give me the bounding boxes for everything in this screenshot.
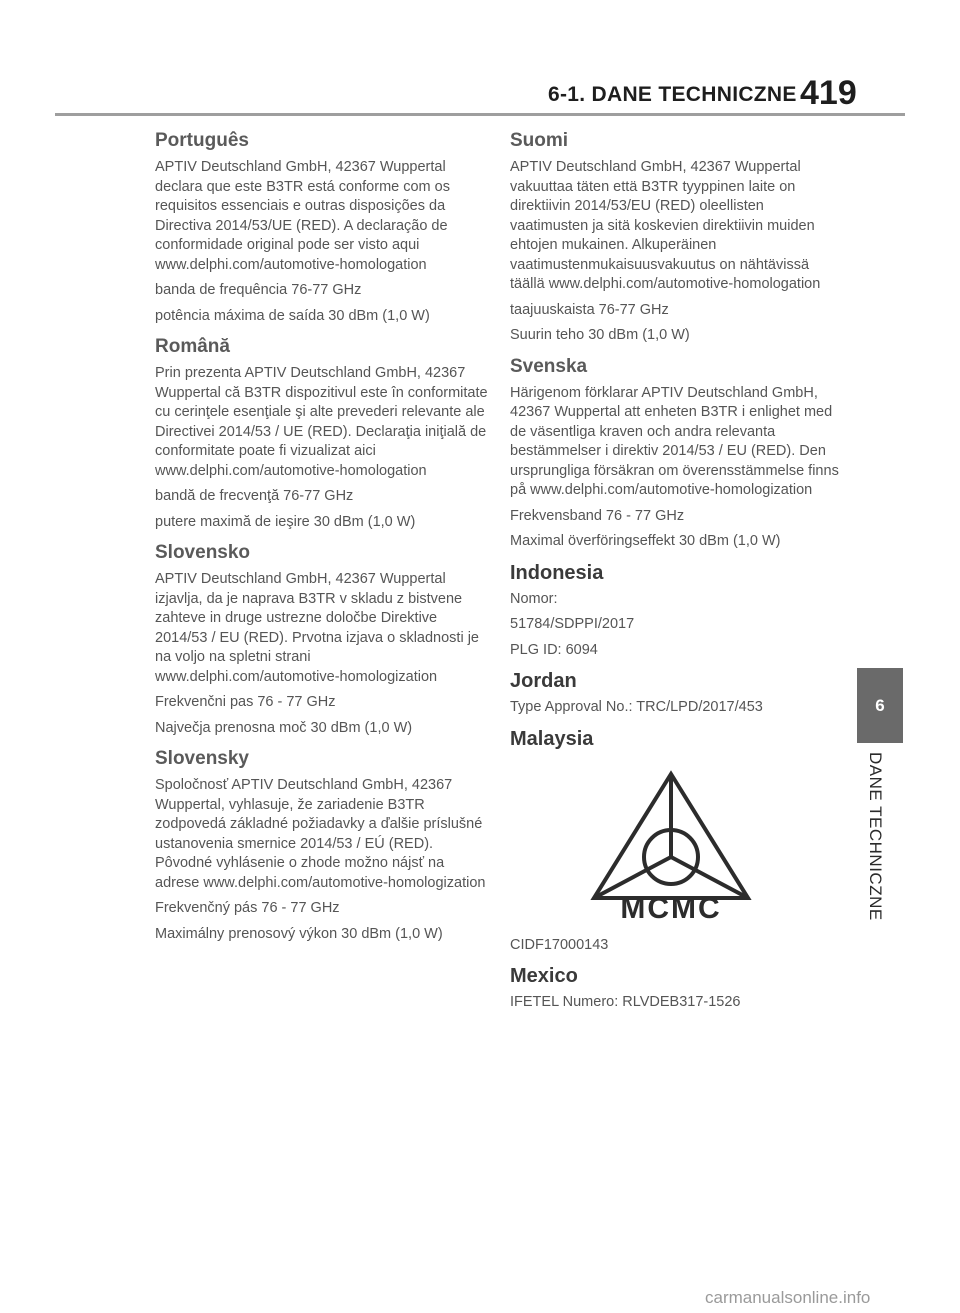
nomor-label: Nomor: [510,590,558,607]
mcmc-logo [586,770,756,920]
max-power-text: Suurin teho 30 dBm (1,0 W) [510,327,690,343]
cidf-number: CIDF17000143 [510,936,609,953]
declaration-text: APTIV Deutschland GmbH, 42367 Wuppertal declara que este B3TR está conforme com os requisitos essenciais e outras disposições da Directiva 2014/53/UE (RED). A declaração de conformidade original pode ser visto aqui www.delphi.com/automotive-homologation [155,159,450,273]
type-approval-number: Type Approval No.: TRC/LPD/2017/453 [510,699,763,715]
section-suomi [510,126,845,346]
header-divider [55,113,905,116]
max-power-text: Maximálny prenosový výkon 30 dBm (1,0 W) [155,925,443,942]
max-power-text: Največja prenosna moč 30 dBm (1,0 W) [155,719,413,736]
frequency-band-text: Frekvenčný pás 76 - 77 GHz [155,900,340,916]
watermark: carmanualsonline.info [705,1288,871,1307]
frequency-band-text: taajuuskaista 76-77 GHz [510,301,669,318]
ifetel-number: IFETEL Numero: RLVDEB317-1526 [510,994,741,1010]
chapter-title: 6-1. DANE TECHNICZNE [548,83,797,106]
declaration-text: APTIV Deutschland GmbH, 42367 Wuppertal vakuuttaa täten että B3TR tyyppinen laite on direktiivin 2014/53/EU (RED) oleellisten vaatimusten ja sitä koskevien direktiivin muiden ehtojen mukainen. Alkuperäinen vaatimustenmukaisuusvakuutus on nähtävissä täällä www.delphi.com/automotive-homologation [510,159,821,292]
frequency-band-text: Frekvenčni pas 76 - 77 GHz [155,694,336,710]
declaration-text: Härigenom förklarar APTIV Deutschland GmbH, 42367 Wuppertal att enheten B3TR i enlighet med de väsentliga kraven och andra relevanta bestämmelser i direktiv 2014/53 / EU (RED). Den ursprungliga försäkran om överensstämmelse finns på www.delphi.com/automotive-homologization [510,384,839,498]
frequency-band-text: bandă de frecvenţă 76-77 GHz [155,488,354,504]
section-jordan [510,666,845,718]
section-heading: Slovensko [155,542,251,563]
section-heading: Svenska [510,355,588,377]
section-svenska [510,352,845,552]
section-indonesia [510,558,845,661]
section-heading: Malaysia [510,727,594,750]
section-romana [155,332,490,532]
section-heading: Português [155,130,249,151]
frequency-band-text: banda de frequência 76-77 GHz [155,282,362,298]
max-power-text: Maximal överföringseffekt 30 dBm (1,0 W) [510,533,781,549]
mcmc-logo-icon [586,770,756,920]
mcmc-logo-text: MCMC [620,891,722,920]
section-heading: Română [155,336,230,357]
max-power-text: putere maximă de ieşire 30 dBm (1,0 W) [155,513,416,530]
section-mexico [510,961,845,1013]
frequency-band-text: Frekvensband 76 - 77 GHz [510,507,685,524]
section-heading: Suomi [510,130,569,151]
section-slovensko [155,538,490,738]
chapter-side-label: DANE TECHNICZNE [866,752,885,921]
section-portugues [155,126,490,326]
max-power-text: potência máxima de saída 30 dBm (1,0 W) [155,307,430,324]
page-number: 419 [800,74,857,112]
declaration-text: Spoločnosť APTIV Deutschland GmbH, 42367 Wuppertal, vyhlasuje, že zariadenie B3TR zodpovedá základné požiadavky a ďalšie príslušné ustanovenia smernice 2014/53 / EÚ (RED). Pôvodné vyhlásenie o zhode možno nájsť na adrese www.delphi.com/automotive-homologization [155,777,486,891]
right-column [510,120,845,1019]
declaration-text: Prin prezenta APTIV Deutschland GmbH, 42367 Wuppertal că B3TR dispozitivul este în conformitate cu cerinţele esenţiale şi alte prevederi relevante ale Directivei 2014/53 / UE (RED). Declaraţia iniţială de conformitate poate fi vizualizat aici www.delphi.com/automotive-homologation [155,365,488,479]
section-malaysia [510,724,845,956]
section-heading: Slovensky [155,748,249,769]
plg-id: PLG ID: 6094 [510,641,598,658]
section-slovensky [155,744,490,944]
left-column [155,120,490,950]
certificate-number: 51784/SDPPI/2017 [510,616,635,632]
chapter-tab: 6 [857,668,903,743]
declaration-text: APTIV Deutschland GmbH, 42367 Wuppertal izjavlja, da je naprava B3TR v skladu z bistvene zahteve in druge ustrezne določbe Direktive 2014/53 / EU (RED). Prvotna izjava o skladnosti je na voljo na spletni strani www.delphi.com/automotive-homologization [155,571,479,685]
section-heading: Indonesia [510,561,604,584]
section-heading: Jordan [510,670,577,692]
section-heading: Mexico [510,965,578,987]
